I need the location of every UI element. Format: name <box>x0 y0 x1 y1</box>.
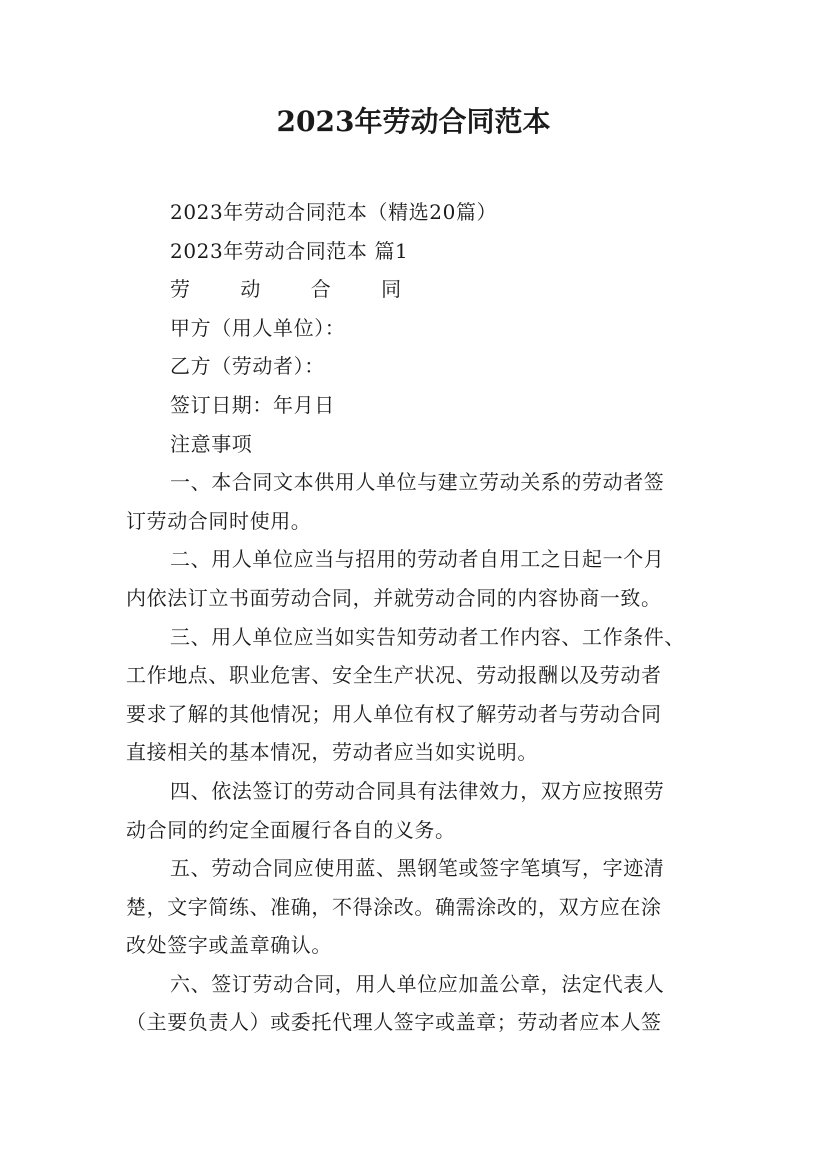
document-line: 乙方（劳动者）： <box>170 354 325 379</box>
document-line: 改处签字或盖章确认。 <box>126 933 332 958</box>
document-line: 2023年劳动合同范本（精选20篇） <box>170 200 498 224</box>
document-line: 四、依法签订的劳动合同具有法律效力，双方应按照劳 <box>170 778 665 803</box>
document-line: 三、用人单位应当如实告知劳动者工作内容、工作条件、 <box>170 624 685 649</box>
document-line: 二、用人单位应当与招用的劳动者自用工之日起一个月 <box>170 547 665 572</box>
document-line: 六、签订劳动合同，用人单位应加盖公章，法定代表人 <box>170 971 665 996</box>
document-line: 一、本合同文本供用人单位与建立劳动关系的劳动者签 <box>170 470 665 495</box>
document-title: 2023年劳动合同范本 <box>276 105 551 138</box>
document-line: 2023年劳动合同范本 篇1 <box>170 238 409 263</box>
document-line: 内依法订立书面劳动合同，并就劳动合同的内容协商一致。 <box>126 585 662 610</box>
document-line: 工作地点、职业危害、安全生产状况、劳动报酬以及劳动者 <box>126 663 662 688</box>
document-line: 订劳动合同时使用。 <box>126 508 312 533</box>
document-line: 五、劳动合同应使用蓝、黑钢笔或签字笔填写，字迹清 <box>170 856 665 881</box>
document-line: 直接相关的基本情况，劳动者应当如实说明。 <box>126 740 538 765</box>
document-line: 楚，文字简练、准确，不得涂改。确需涂改的，双方应在涂 <box>126 894 662 919</box>
document-body <box>126 193 706 1042</box>
document-line: 注意事项 <box>170 431 253 456</box>
document-line: 要求了解的其他情况；用人单位有权了解劳动者与劳动合同 <box>126 701 662 726</box>
document-line: 动合同的约定全面履行各自的义务。 <box>126 817 456 842</box>
document-line: 劳 动 合 同 <box>170 277 424 302</box>
document-line: （主要负责人）或委托代理人签字或盖章；劳动者应本人签 <box>126 1010 662 1035</box>
document-line: 签订日期：年月日 <box>170 392 335 417</box>
document-line: 甲方（用人单位）： <box>170 315 346 340</box>
